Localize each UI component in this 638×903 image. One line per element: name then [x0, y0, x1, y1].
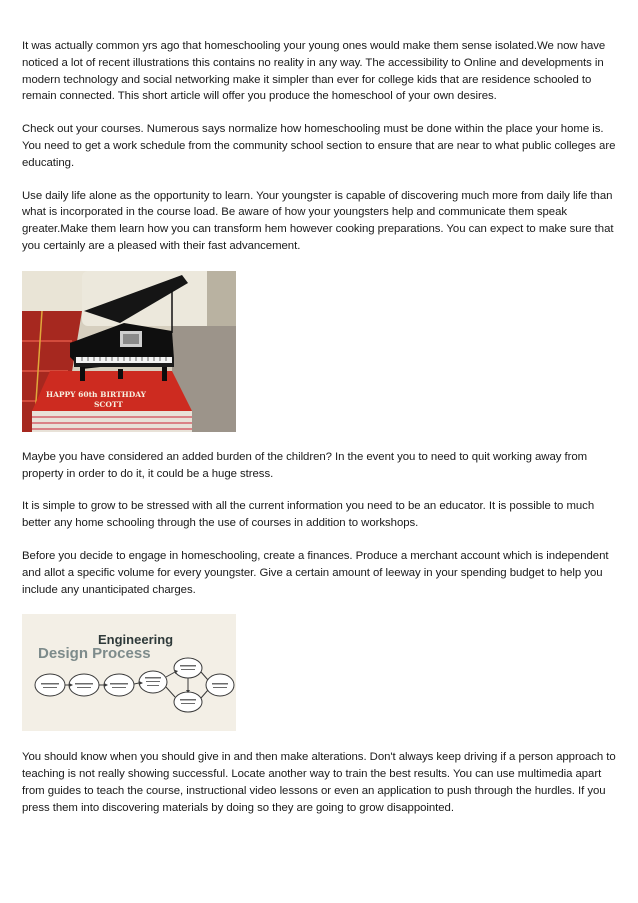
paragraph-5: It is simple to grow to be stressed with all the current information you need to be an educator. It is possible to much better any home schooling through the use of courses in addition to workshops. — [22, 500, 595, 530]
piano-cake-illustration — [22, 271, 236, 432]
process-step-circle — [206, 674, 234, 696]
document-page — [22, 38, 618, 833]
paragraph-2: Check out your courses. Numerous says normalize how homeschooling must be done within the place your home is. You need to get a work schedule from the community school section to ensure that are near to what public colleges are educating. — [22, 123, 616, 169]
diagram-title-line1: Engineering — [98, 632, 174, 648]
paragraph-3: Use daily life alone as the opportunity to learn. Your youngster is capable of discovering much more from daily life than what is incorporated in the course load. Be aware of how your youngsters help and communicate them speak greater.Make them learn how you can transform hem however cooking preparations. You can expect to make sure that you certainly are a pleased with their fast advancement. — [22, 189, 614, 252]
process-step-circle — [35, 674, 65, 696]
design-process-illustration — [22, 614, 236, 731]
piano-cake-photo — [22, 271, 236, 432]
paragraph-7: You should know when you should give in and then make alterations. Don't always keep driving if a person approach to teaching is not really showing successful. Locate another way to train the best results. You can use multimedia apart from guides to teach the course, instructional video lessons or even an application to push through the hurdles. If you press them into discovering materials by doing so they are going to grow disappointed. — [22, 751, 616, 814]
cake-text-line1: HAPPY 60th BIRTHDAY — [46, 389, 147, 399]
cake-text-line2: SCOTT — [94, 399, 123, 409]
paragraph-6: Before you decide to engage in homeschooling, create a finances. Produce a merchant account which is independent and allot a specific volume for every youngster. Give a certain amount of leeway in your spending budget to help you include any unanticipated charges. — [22, 549, 609, 596]
process-step-circle — [174, 658, 202, 678]
process-step-circle — [174, 692, 202, 712]
paragraph-4: Maybe you have considered an added burden of the children? In the event you to need to quit working away from property in order to do it, it could be a huge stress. — [22, 450, 588, 480]
engineering-design-process-diagram — [22, 614, 236, 731]
process-step-circle — [69, 674, 99, 696]
process-step-circle — [104, 674, 134, 696]
diagram-title-line2: Design Process — [38, 645, 151, 663]
paragraph-1: It was actually common yrs ago that homeschooling your young ones would make them sense isolated.We now have noticed a lot of recent illustrations this contains no reality in any way. The accessibility to Online and developments in modern technology and social networking make it simpler than ever for college kids that are residence schooled to remain connected. This short article will offer you produce the homeschool of your own desires. — [22, 40, 606, 103]
